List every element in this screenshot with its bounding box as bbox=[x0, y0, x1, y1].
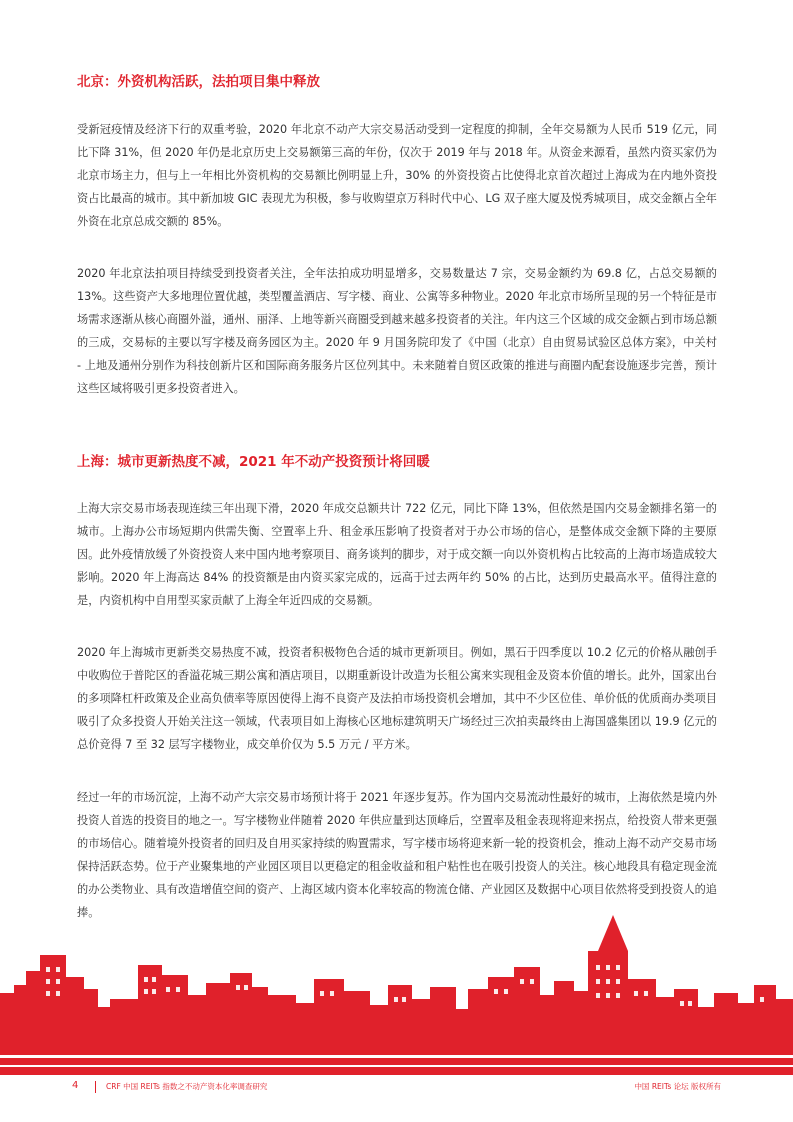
city-skyline-illustration bbox=[0, 915, 793, 1075]
beijing-paragraph-1: 受新冠疫情及经济下行的双重考验，2020 年北京不动产大宗交易活动受到一定程度的抑制，全年交易额为人民币 519 亿元，同比下降 31%，但 2020 年仍是北京历史上交易额第三高的年份，仅次于 2019 年与 2018 年。从资金来源看，虽然内资买家仍为北京市场主力，但与上一年相比外资机构的交易额比例明显上升，30% 的外资投资占比使得北京首次超过上海成为在内地外资投资占比最高的城市。其中新加坡 GIC 表现尤为积极，参与收购望京万科时代中心、LG 双子座大厦及悦秀城项目，成交金额占全年外资在北京总成交额的 85%。 bbox=[77, 123, 717, 228]
page-footer bbox=[0, 1075, 793, 1122]
footer-divider bbox=[95, 1081, 96, 1093]
footer-title: CRF 中国 REITs 指数之不动产资本化率调查研究 bbox=[106, 1082, 268, 1091]
shanghai-heading: 上海：城市更新热度不减，2021 年不动产投资预计将回暖 bbox=[77, 454, 430, 470]
shanghai-paragraph-3: 经过一年的市场沉淀，上海不动产大宗交易市场预计将于 2021 年逐步复苏。作为国内交易流动性最好的城市，上海依然是境内外投资人首选的投资目的地之一。写字楼物业伴随着 2020 年供应量到达顶峰后，空置率及租金表现将迎来拐点，给投资人带来更强的市场信心。随着境外投资者的回归及自用买家持续的购置需求，写字楼市场将迎来新一轮的投资机会，推动上海不动产交易市场保持活跃态势。位于产业聚集地的产业园区项目以更稳定的租金收益和租户粘性也在吸引投资人的关注。核心地段具有稳定现金流的办公类物业、具有改造增值空间的资产、上海区域内资本化率较高的物流仓储、产业园区及数据中心项目依然将受到投资人的追捧。 bbox=[77, 791, 717, 919]
beijing-paragraph-2: 2020 年北京法拍项目持续受到投资者关注，全年法拍成功明显增多，交易数量达 7 宗，交易金额约为 69.8 亿，占总交易额的 13%。这些资产大多地理位置优越，类型覆盖酒店、写字楼、商业、公寓等多种物业。2020 年北京市场所呈现的另一个特征是市场需求逐渐从核心商圈外溢，通州、丽泽、上地等新兴商圈受到越来越多投资者的关注。年内这三个区域的成交金额占到市场总额的三成，交易标的主要以写字楼及商务园区为主。2020 年 9 月国务院印发了《中国（北京）自由贸易试验区总体方案》，中关村 - 上地及通州分别作为科技创新片区和国际商务服务片区位列其中。未来随着自贸区政策的推进与商圈内配套设施逐步完善，预计这些区域将吸引更多投资者进入。 bbox=[77, 267, 717, 395]
page-number: 4 bbox=[72, 1080, 79, 1091]
beijing-heading: 北京：外资机构活跃，法拍项目集中释放 bbox=[77, 74, 320, 90]
shanghai-paragraph-1: 上海大宗交易市场表现连续三年出现下滑，2020 年成交总额共计 722 亿元，同比下降 13%，但依然是国内交易金额排名第一的城市。上海办公市场短期内供需失衡、空置率上升、租金承压影响了投资者对于办公市场的信心，是整体成交金额下降的主要原因。此外疫情放缓了外资投资人来中国内地考察项目、商务谈判的脚步，对于成交额一向以外资机构占比较高的上海市场造成较大影响。2020 年上海高达 84% 的投资额是由内资买家完成的，远高于过去两年约 50% 的占比，达到历史最高水平。值得注意的是，内资机构中自用型买家贡献了上海全年近四成的交易额。 bbox=[77, 502, 717, 607]
footer-copyright: 中国 REITs 论坛 版权所有 bbox=[634, 1082, 721, 1091]
shanghai-paragraph-2: 2020 年上海城市更新类交易热度不减，投资者积极物色合适的城市更新项目。例如，黑石于四季度以 10.2 亿元的价格从融创手中收购位于普陀区的香溢花城三期公寓和酒店项目，以期重新设计改造为长租公寓来实现租金及资本价值的增长。此外，国家出台的多项降杠杆政策及企业高负债率等原因使得上海不良资产及法拍市场投资机会增加，其中不少区位佳、单价低的优质商办类项目吸引了众多投资人开始关注这一领域，代表项目如上海核心区地标建筑明天广场经过三次拍卖最终由上海国盛集团以 19.9 亿元的总价竞得 7 至 32 层写字楼物业，成交单价仅为 5.5 万元 / 平方米。 bbox=[77, 646, 717, 751]
